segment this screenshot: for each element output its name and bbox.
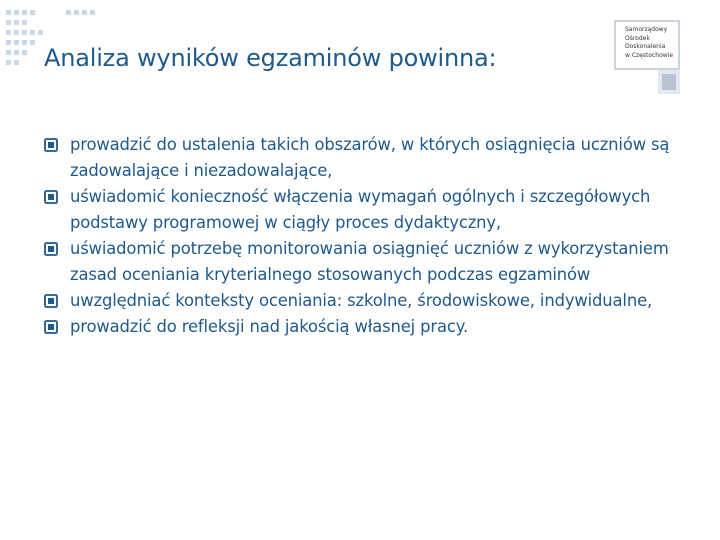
list-item <box>44 132 684 184</box>
logo-line: Ośrodek <box>625 34 650 42</box>
checkbox-bullet-icon <box>44 242 58 256</box>
checkbox-bullet-icon <box>44 320 58 334</box>
list-item <box>44 236 684 288</box>
checkbox-bullet-icon <box>44 138 58 152</box>
list-item <box>44 314 684 340</box>
slide-title: Analiza wyników egzaminów powinna: <box>44 44 497 72</box>
bullet-list <box>44 132 684 340</box>
list-item-text: prowadzić do refleksji nad jakością własnej pracy. <box>70 317 468 336</box>
list-item <box>44 184 684 236</box>
list-item-text: uświadomić potrzebę monitorowania osiągnięć uczniów z wykorzystaniem zasad oceniania kryterialnego stosowanych podczas egzaminów <box>70 239 669 284</box>
list-item-text: uświadomić konieczność włączenia wymagań ogólnych i szczegółowych podstawy programowej w ciągły proces dydaktyczny, <box>70 187 651 232</box>
logo-line: Doskonalenia <box>625 43 666 50</box>
list-item-text: uwzględniać konteksty oceniania: szkolne, środowiskowe, indywidualne, <box>70 291 653 310</box>
logo-text <box>625 26 673 60</box>
logo-line: w Częstochowie <box>625 51 674 59</box>
checkbox-bullet-icon <box>44 294 58 308</box>
logo-line: Samorządowy <box>625 26 668 33</box>
list-item-text: prowadzić do ustalenia takich obszarów, w których osiągnięcia uczniów są zadowalające i niezadowalające, <box>70 135 670 180</box>
list-item <box>44 288 684 314</box>
checkbox-bullet-icon <box>44 190 58 204</box>
